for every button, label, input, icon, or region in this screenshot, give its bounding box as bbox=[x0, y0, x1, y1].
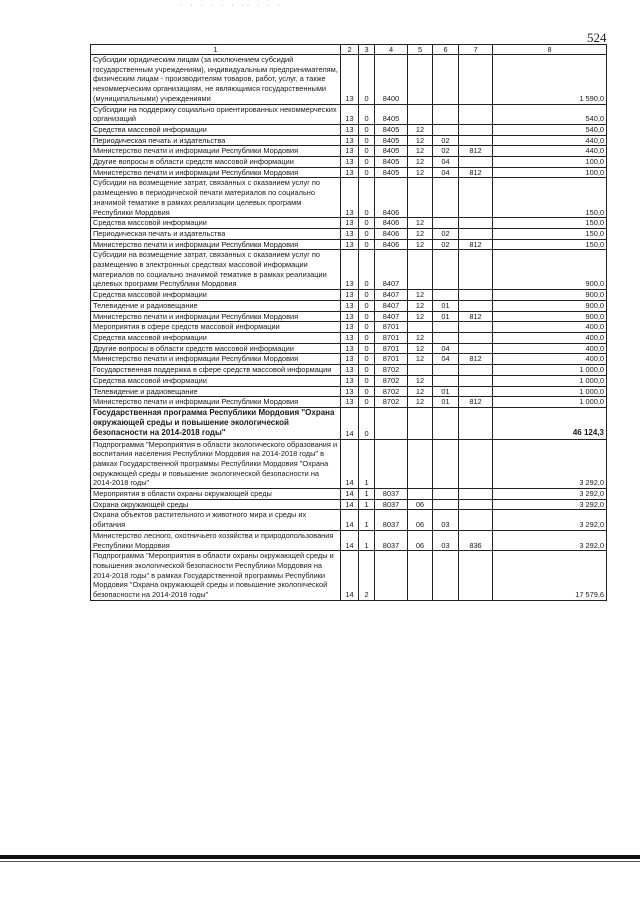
code-ministry bbox=[459, 551, 493, 601]
code-ministry bbox=[459, 250, 493, 290]
column-header: 8 bbox=[493, 45, 607, 55]
code-ministry: 812 bbox=[459, 239, 493, 250]
budget-table bbox=[90, 44, 607, 601]
code-division: 12 bbox=[408, 375, 433, 386]
table-row bbox=[91, 250, 607, 290]
code-section: 14 bbox=[341, 510, 359, 530]
row-name: Министерство печати и информации Республики Мордовия bbox=[91, 167, 341, 178]
code-ministry: 812 bbox=[459, 167, 493, 178]
row-name: Министерство печати и информации Республики Мордовия bbox=[91, 146, 341, 157]
code-subdivision: 04 bbox=[433, 343, 459, 354]
code-target: 8701 bbox=[375, 332, 408, 343]
code-target: 8406 bbox=[375, 218, 408, 229]
row-name: Мероприятия в сфере средств массовой информации bbox=[91, 322, 341, 333]
code-ministry bbox=[459, 407, 493, 439]
code-ministry bbox=[459, 124, 493, 135]
code-sub: 0 bbox=[359, 157, 375, 168]
code-division: 12 bbox=[408, 218, 433, 229]
code-subdivision: 04 bbox=[433, 167, 459, 178]
code-sub: 0 bbox=[359, 124, 375, 135]
code-target: 8406 bbox=[375, 239, 408, 250]
code-subdivision bbox=[433, 365, 459, 376]
code-division: 06 bbox=[408, 530, 433, 550]
row-name: Другие вопросы в области средств массовой информации bbox=[91, 157, 341, 168]
code-subdivision: 04 bbox=[433, 354, 459, 365]
code-subdivision: 02 bbox=[433, 135, 459, 146]
code-sub: 0 bbox=[359, 397, 375, 408]
code-division bbox=[408, 489, 433, 500]
bottom-rule-thin bbox=[0, 861, 640, 862]
code-target: 8702 bbox=[375, 397, 408, 408]
row-amount: 150,0 bbox=[493, 218, 607, 229]
row-name: Субсидии на поддержку социально ориентированных некоммерческих организаций bbox=[91, 104, 341, 124]
code-target: 8702 bbox=[375, 365, 408, 376]
code-subdivision: 04 bbox=[433, 157, 459, 168]
code-ministry bbox=[459, 178, 493, 218]
row-amount: 1 000,0 bbox=[493, 365, 607, 376]
code-division bbox=[408, 322, 433, 333]
code-division: 12 bbox=[408, 146, 433, 157]
row-amount: 3 292,0 bbox=[493, 489, 607, 500]
row-amount: 900,0 bbox=[493, 290, 607, 301]
code-sub: 0 bbox=[359, 218, 375, 229]
row-name: Периодическая печать и издательства bbox=[91, 135, 341, 146]
code-target: 8405 bbox=[375, 167, 408, 178]
row-name: Другие вопросы в области средств массовой информации bbox=[91, 343, 341, 354]
code-sub: 0 bbox=[359, 322, 375, 333]
table-row bbox=[91, 407, 607, 439]
row-amount: 3 292,0 bbox=[493, 439, 607, 489]
table-row bbox=[91, 439, 607, 489]
row-name: Министерство печати и информации Республики Мордовия bbox=[91, 354, 341, 365]
code-ministry bbox=[459, 365, 493, 376]
code-target: 8037 bbox=[375, 530, 408, 550]
code-sub: 1 bbox=[359, 499, 375, 510]
row-name: Субсидии юридическим лицам (за исключением субсидий государственным учреждениям), индивидуальным предпринимателям, физическим лицам - производителям товаров, работ, услуг, а также некоммерческим организациям, не являющимся государственными (муниципальными) учреждениями bbox=[91, 55, 341, 105]
table-row bbox=[91, 167, 607, 178]
code-section: 13 bbox=[341, 135, 359, 146]
code-section: 13 bbox=[341, 300, 359, 311]
code-division bbox=[408, 104, 433, 124]
code-subdivision: 02 bbox=[433, 228, 459, 239]
table-row bbox=[91, 530, 607, 550]
code-ministry bbox=[459, 228, 493, 239]
column-header: 5 bbox=[408, 45, 433, 55]
code-sub: 0 bbox=[359, 386, 375, 397]
row-amount: 17 579,6 bbox=[493, 551, 607, 601]
row-amount: 440,0 bbox=[493, 146, 607, 157]
code-sub: 0 bbox=[359, 343, 375, 354]
code-division: 12 bbox=[408, 332, 433, 343]
column-header: 1 bbox=[91, 45, 341, 55]
code-section: 13 bbox=[341, 167, 359, 178]
row-name: Подпрограмма "Мероприятия в области экологического образования и воспитания населения Республики Мордовия на 2014-2018 годы" в рамках Государственной программы Республики Мордовия "Охрана окружающей среды и повышение экологической безопасности на 2014-2018 годы" bbox=[91, 439, 341, 489]
code-section: 13 bbox=[341, 55, 359, 105]
row-amount: 1 590,0 bbox=[493, 55, 607, 105]
code-target: 8702 bbox=[375, 386, 408, 397]
code-subdivision bbox=[433, 124, 459, 135]
code-sub: 1 bbox=[359, 510, 375, 530]
code-sub: 0 bbox=[359, 146, 375, 157]
code-target: 8407 bbox=[375, 290, 408, 301]
code-subdivision bbox=[433, 499, 459, 510]
row-name: Субсидии на возмещение затрат, связанных с оказанием услуг по размещению в периодической печати материалов по социально значимой тематике в рамках реализации целевых программ Республики Мордовия bbox=[91, 178, 341, 218]
code-ministry: 812 bbox=[459, 146, 493, 157]
code-section: 13 bbox=[341, 354, 359, 365]
page-number: 524 bbox=[587, 30, 607, 45]
code-sub: 1 bbox=[359, 530, 375, 550]
table-row bbox=[91, 239, 607, 250]
row-amount: 400,0 bbox=[493, 332, 607, 343]
code-section: 13 bbox=[341, 250, 359, 290]
code-target bbox=[375, 551, 408, 601]
code-subdivision: 01 bbox=[433, 311, 459, 322]
table-row bbox=[91, 499, 607, 510]
code-sub: 1 bbox=[359, 489, 375, 500]
column-header: 6 bbox=[433, 45, 459, 55]
code-division bbox=[408, 55, 433, 105]
code-section: 13 bbox=[341, 239, 359, 250]
row-amount: 400,0 bbox=[493, 322, 607, 333]
code-division: 12 bbox=[408, 354, 433, 365]
row-amount: 1 000,0 bbox=[493, 375, 607, 386]
table-row bbox=[91, 228, 607, 239]
code-ministry: 812 bbox=[459, 397, 493, 408]
code-ministry bbox=[459, 300, 493, 311]
column-header: 3 bbox=[359, 45, 375, 55]
code-target: 8407 bbox=[375, 300, 408, 311]
table-row bbox=[91, 178, 607, 218]
code-ministry bbox=[459, 499, 493, 510]
table-row bbox=[91, 365, 607, 376]
code-division: 12 bbox=[408, 386, 433, 397]
code-target: 8407 bbox=[375, 311, 408, 322]
code-section: 13 bbox=[341, 322, 359, 333]
code-target: 8037 bbox=[375, 489, 408, 500]
code-subdivision: 02 bbox=[433, 239, 459, 250]
row-amount: 900,0 bbox=[493, 311, 607, 322]
code-sub: 2 bbox=[359, 551, 375, 601]
code-sub: 0 bbox=[359, 407, 375, 439]
table-header-row bbox=[91, 45, 607, 55]
code-division: 12 bbox=[408, 290, 433, 301]
row-amount: 150,0 bbox=[493, 178, 607, 218]
code-sub: 0 bbox=[359, 290, 375, 301]
code-sub: 0 bbox=[359, 239, 375, 250]
code-ministry bbox=[459, 322, 493, 333]
row-name: Периодическая печать и издательства bbox=[91, 228, 341, 239]
code-subdivision: 01 bbox=[433, 300, 459, 311]
code-subdivision bbox=[433, 55, 459, 105]
code-section: 13 bbox=[341, 311, 359, 322]
row-name: Средства массовой информации bbox=[91, 290, 341, 301]
code-section: 13 bbox=[341, 343, 359, 354]
code-sub: 0 bbox=[359, 178, 375, 218]
code-ministry bbox=[459, 386, 493, 397]
code-section: 13 bbox=[341, 157, 359, 168]
table-row bbox=[91, 397, 607, 408]
code-subdivision bbox=[433, 439, 459, 489]
table-row bbox=[91, 311, 607, 322]
column-header: 7 bbox=[459, 45, 493, 55]
code-division: 06 bbox=[408, 499, 433, 510]
code-subdivision bbox=[433, 178, 459, 218]
code-division: 12 bbox=[408, 311, 433, 322]
code-subdivision: 03 bbox=[433, 530, 459, 550]
row-name: Мероприятия в области охраны окружающей среды bbox=[91, 489, 341, 500]
row-name: Средства массовой информации bbox=[91, 124, 341, 135]
code-ministry bbox=[459, 290, 493, 301]
code-target: 8701 bbox=[375, 343, 408, 354]
table-row bbox=[91, 104, 607, 124]
code-sub: 0 bbox=[359, 250, 375, 290]
code-section: 14 bbox=[341, 499, 359, 510]
code-division: 12 bbox=[408, 167, 433, 178]
table-row bbox=[91, 124, 607, 135]
table-row bbox=[91, 322, 607, 333]
code-division: 12 bbox=[408, 343, 433, 354]
row-amount: 46 124,3 bbox=[493, 407, 607, 439]
code-division: 06 bbox=[408, 510, 433, 530]
code-subdivision bbox=[433, 551, 459, 601]
bottom-rule bbox=[0, 855, 640, 859]
code-ministry: 836 bbox=[459, 530, 493, 550]
code-section: 13 bbox=[341, 290, 359, 301]
code-subdivision bbox=[433, 322, 459, 333]
table-row bbox=[91, 386, 607, 397]
code-subdivision: 02 bbox=[433, 146, 459, 157]
code-section: 13 bbox=[341, 124, 359, 135]
row-amount: 3 292,0 bbox=[493, 510, 607, 530]
code-ministry: 812 bbox=[459, 311, 493, 322]
table-row bbox=[91, 157, 607, 168]
table-row bbox=[91, 510, 607, 530]
table-row bbox=[91, 332, 607, 343]
row-amount: 150,0 bbox=[493, 228, 607, 239]
code-sub: 0 bbox=[359, 311, 375, 322]
code-sub: 0 bbox=[359, 354, 375, 365]
code-target: 8407 bbox=[375, 250, 408, 290]
code-target: 8405 bbox=[375, 124, 408, 135]
table-row bbox=[91, 135, 607, 146]
code-target: 8405 bbox=[375, 146, 408, 157]
code-sub: 0 bbox=[359, 332, 375, 343]
table-row bbox=[91, 375, 607, 386]
row-amount: 1 000,0 bbox=[493, 386, 607, 397]
code-target: 8406 bbox=[375, 228, 408, 239]
row-name: Министерство печати и информации Республики Мордовия bbox=[91, 397, 341, 408]
column-header: 2 bbox=[341, 45, 359, 55]
code-division bbox=[408, 365, 433, 376]
row-name: Подпрограмма "Мероприятия в области охраны окружающей среды и повышения экологической безопасности Республики Мордовия на 2014-2018 годы" в рамках Государственной программы Республики Мордовия "Охрана окружающей среды и повышение экологической безопасности на 2014-2018 годы" bbox=[91, 551, 341, 601]
code-ministry bbox=[459, 489, 493, 500]
code-division bbox=[408, 178, 433, 218]
code-ministry bbox=[459, 343, 493, 354]
row-name: Охрана объектов растительного и животного мира и среды их обитания bbox=[91, 510, 341, 530]
row-amount: 440,0 bbox=[493, 135, 607, 146]
code-target: 8400 bbox=[375, 55, 408, 105]
code-sub: 0 bbox=[359, 375, 375, 386]
code-sub: 0 bbox=[359, 228, 375, 239]
code-section: 14 bbox=[341, 407, 359, 439]
row-name: Министерство печати и информации Республики Мордовия bbox=[91, 239, 341, 250]
code-sub: 0 bbox=[359, 300, 375, 311]
row-name: Средства массовой информации bbox=[91, 218, 341, 229]
budget-table-container bbox=[90, 44, 607, 601]
table-row bbox=[91, 354, 607, 365]
code-sub: 1 bbox=[359, 439, 375, 489]
code-section: 13 bbox=[341, 104, 359, 124]
row-name: Государственная поддержка в сфере средств массовой информации bbox=[91, 365, 341, 376]
row-amount: 900,0 bbox=[493, 250, 607, 290]
code-subdivision: 01 bbox=[433, 397, 459, 408]
row-name: Средства массовой информации bbox=[91, 375, 341, 386]
code-target bbox=[375, 407, 408, 439]
code-division: 12 bbox=[408, 157, 433, 168]
row-amount: 3 292,0 bbox=[493, 530, 607, 550]
code-target: 8037 bbox=[375, 499, 408, 510]
row-name: Телевидение и радиовещание bbox=[91, 300, 341, 311]
code-target: 8405 bbox=[375, 135, 408, 146]
table-row bbox=[91, 55, 607, 105]
code-target: 8702 bbox=[375, 375, 408, 386]
code-sub: 0 bbox=[359, 104, 375, 124]
code-division: 12 bbox=[408, 239, 433, 250]
row-amount: 540,0 bbox=[493, 124, 607, 135]
code-target: 8701 bbox=[375, 354, 408, 365]
code-ministry bbox=[459, 375, 493, 386]
code-ministry bbox=[459, 218, 493, 229]
row-amount: 100,0 bbox=[493, 167, 607, 178]
code-subdivision bbox=[433, 407, 459, 439]
code-division: 12 bbox=[408, 397, 433, 408]
code-division bbox=[408, 250, 433, 290]
code-ministry bbox=[459, 104, 493, 124]
row-amount: 900,0 bbox=[493, 300, 607, 311]
row-amount: 150,0 bbox=[493, 239, 607, 250]
code-section: 13 bbox=[341, 146, 359, 157]
code-target bbox=[375, 439, 408, 489]
row-name: Охрана окружающей среды bbox=[91, 499, 341, 510]
code-section: 13 bbox=[341, 178, 359, 218]
code-section: 13 bbox=[341, 375, 359, 386]
code-division bbox=[408, 407, 433, 439]
code-subdivision bbox=[433, 104, 459, 124]
code-section: 13 bbox=[341, 386, 359, 397]
code-division: 12 bbox=[408, 300, 433, 311]
code-target: 8701 bbox=[375, 322, 408, 333]
row-name: Министерство лесного, охотничьего хозяйства и природопользования Республики Мордовия bbox=[91, 530, 341, 550]
row-name: Государственная программа Республики Мордовия "Охрана окружающей среды и повышение экологической безопасности на 2014-2018 годы" bbox=[91, 407, 341, 439]
code-section: 14 bbox=[341, 551, 359, 601]
code-section: 13 bbox=[341, 365, 359, 376]
table-row bbox=[91, 343, 607, 354]
code-sub: 0 bbox=[359, 55, 375, 105]
code-ministry bbox=[459, 135, 493, 146]
code-section: 14 bbox=[341, 489, 359, 500]
code-target: 8405 bbox=[375, 157, 408, 168]
code-ministry bbox=[459, 510, 493, 530]
scan-marks: · · · · · · ·· · · · bbox=[180, 2, 284, 9]
row-name: Средства массовой информации bbox=[91, 332, 341, 343]
code-ministry bbox=[459, 332, 493, 343]
row-amount: 1 000,0 bbox=[493, 397, 607, 408]
code-target: 8405 bbox=[375, 104, 408, 124]
code-sub: 0 bbox=[359, 365, 375, 376]
table-body bbox=[91, 55, 607, 601]
code-sub: 0 bbox=[359, 167, 375, 178]
table-row bbox=[91, 290, 607, 301]
column-header: 4 bbox=[375, 45, 408, 55]
code-section: 13 bbox=[341, 332, 359, 343]
table-row bbox=[91, 218, 607, 229]
code-section: 14 bbox=[341, 439, 359, 489]
code-target: 8406 bbox=[375, 178, 408, 218]
row-name: Телевидение и радиовещание bbox=[91, 386, 341, 397]
code-division: 12 bbox=[408, 135, 433, 146]
code-ministry bbox=[459, 55, 493, 105]
code-division: 12 bbox=[408, 228, 433, 239]
table-row bbox=[91, 146, 607, 157]
code-subdivision: 01 bbox=[433, 386, 459, 397]
code-section: 13 bbox=[341, 228, 359, 239]
code-subdivision bbox=[433, 250, 459, 290]
code-ministry: 812 bbox=[459, 354, 493, 365]
code-section: 14 bbox=[341, 530, 359, 550]
code-subdivision: 03 bbox=[433, 510, 459, 530]
row-name: Субсидии на возмещение затрат, связанных с оказанием услуг по размещению в электронных средствах массовой информации материалов по социально значимой тематике в рамках реализации целевых программ Республики Мордовия bbox=[91, 250, 341, 290]
row-amount: 400,0 bbox=[493, 343, 607, 354]
code-target: 8037 bbox=[375, 510, 408, 530]
code-section: 13 bbox=[341, 218, 359, 229]
code-sub: 0 bbox=[359, 135, 375, 146]
row-amount: 540,0 bbox=[493, 104, 607, 124]
code-ministry bbox=[459, 157, 493, 168]
code-subdivision bbox=[433, 489, 459, 500]
code-subdivision bbox=[433, 290, 459, 301]
code-subdivision bbox=[433, 375, 459, 386]
code-division: 12 bbox=[408, 124, 433, 135]
code-section: 13 bbox=[341, 397, 359, 408]
row-amount: 100,0 bbox=[493, 157, 607, 168]
table-row bbox=[91, 300, 607, 311]
table-row bbox=[91, 551, 607, 601]
row-amount: 3 292,0 bbox=[493, 499, 607, 510]
code-ministry bbox=[459, 439, 493, 489]
row-amount: 400,0 bbox=[493, 354, 607, 365]
code-division bbox=[408, 551, 433, 601]
code-subdivision bbox=[433, 332, 459, 343]
code-subdivision bbox=[433, 218, 459, 229]
table-row bbox=[91, 489, 607, 500]
row-name: Министерство печати и информации Республики Мордовия bbox=[91, 311, 341, 322]
code-division bbox=[408, 439, 433, 489]
